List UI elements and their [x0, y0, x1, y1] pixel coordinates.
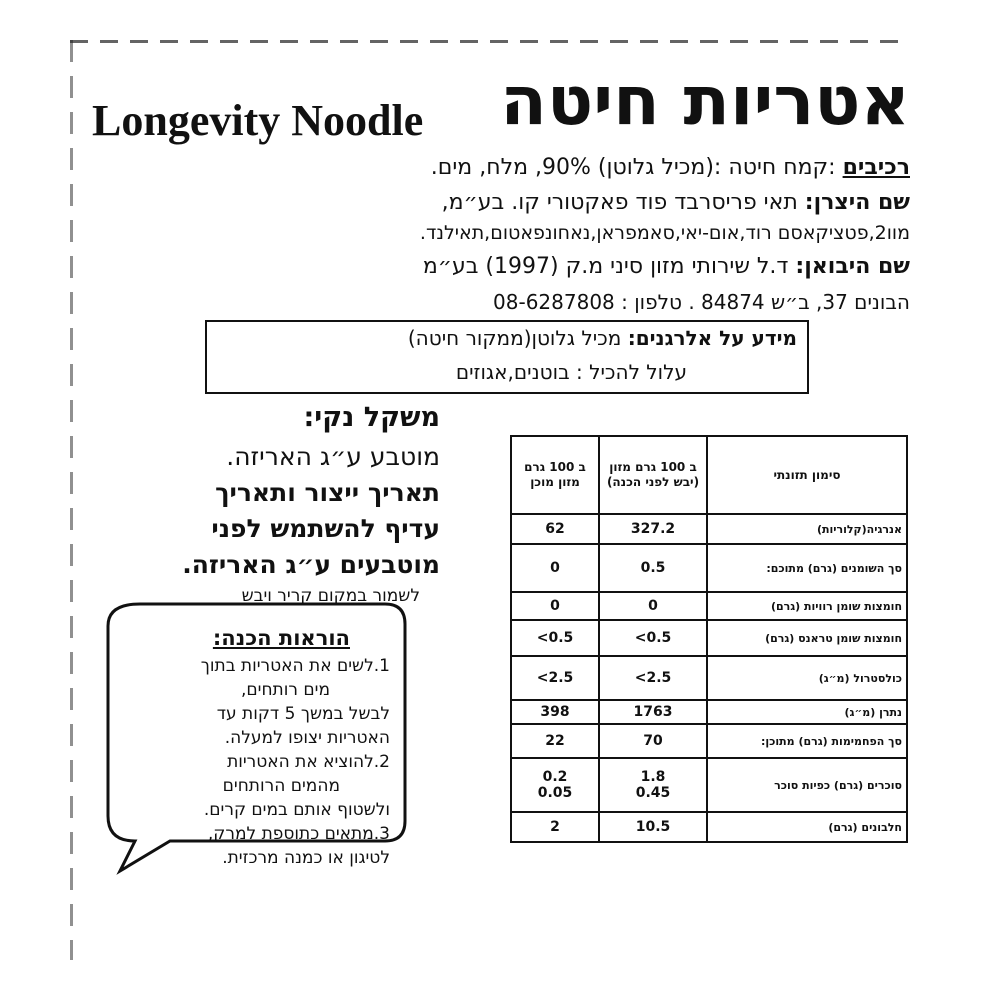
cell-cooked: 62 — [511, 514, 599, 544]
header-dry: ב 100 גרם מזון (יבש לפני הכנה) — [599, 436, 707, 514]
table-row — [511, 544, 907, 592]
allergen-box — [205, 320, 809, 394]
title-english: Longevity Noodle — [92, 96, 424, 145]
cell-cooked: <0.5 — [511, 620, 599, 656]
instruction-line: מים רותחים, — [240, 680, 330, 700]
header-label: סימון תזונתי — [707, 436, 907, 514]
ingredients-label: רכיבים — [842, 155, 910, 180]
ingredients-text: :קמח חיטה :(מכיל גלוטן) 90%, מלח, מים. — [430, 155, 836, 180]
cell-cooked: <2.5 — [511, 656, 599, 700]
scan-edge-top — [70, 40, 910, 43]
allergen-line-1 — [408, 326, 797, 350]
cell-cooked: 0 — [511, 592, 599, 620]
cell-dry: 1763 — [599, 700, 707, 724]
table-row — [511, 620, 907, 656]
cell-label: סך הפחמימות (גרם) מתוכן: — [707, 724, 907, 758]
storage-note: לשמור במקום קריר ויבש — [241, 586, 420, 606]
ingredients-line — [431, 155, 910, 180]
instruction-line: לבשל במשך 5 דקות עד — [216, 704, 390, 724]
cell-dry: 327.2 — [599, 514, 707, 544]
allergen-label: מידע על אלרגנים: — [627, 326, 797, 350]
cell-label: סוכרים (גרם) כפיות סוכר — [707, 758, 907, 812]
title-hebrew: אטריות חיטה — [500, 62, 910, 141]
cell-dry: <2.5 — [599, 656, 707, 700]
cell-cooked: 2 — [511, 812, 599, 842]
table-row — [511, 724, 907, 758]
cell-dry: 10.5 — [599, 812, 707, 842]
cell-label: נתרן (מ״ג) — [707, 700, 907, 724]
instruction-line: האטריות יצופו למעלה. — [224, 728, 390, 748]
manufacturer-text-1: תאי פריסרבד פוד פאקטורי קו. בע״מ, — [441, 190, 798, 215]
table-row — [511, 758, 907, 812]
importer-text-1: ד.ל שירותי מזון סיני מ.ק (1997) בע״מ — [422, 254, 789, 279]
table-row — [511, 812, 907, 842]
allergen-text-1: מכיל גלוטן(ממקור חיטה) — [407, 326, 622, 350]
allergen-line-2: עלול להכיל : בוטנים,אגוזים — [455, 360, 687, 384]
dates-line-1: תאריך ייצור ותאריך — [215, 478, 440, 507]
cell-dry: 0 — [599, 592, 707, 620]
instruction-line: 3.מתאים כתוספת למרק, — [207, 824, 390, 844]
cell-dry: 70 — [599, 724, 707, 758]
header-cooked: ב 100 גרם מזון מוכן — [511, 436, 599, 514]
importer-label: שם היבואן: — [795, 254, 910, 279]
manufacturer-line-2: מוו2,פטציקאסם רוד,אום-יאי,סאמפראן,נאחונפאטום,תאילנד. — [419, 222, 910, 244]
dates-line-2: עדיף להשתמש לפני — [211, 514, 440, 543]
instructions-bubble — [100, 596, 410, 876]
cell-label: חלבונים (גרם) — [707, 812, 907, 842]
cell-dry: <0.5 — [599, 620, 707, 656]
table-row — [511, 514, 907, 544]
instruction-line: 1.לשים את האטריות בתוך — [200, 656, 390, 676]
manufacturer-label: שם היצרן: — [804, 190, 910, 215]
importer-line-2: הבונים 37, ב״ש 84874 . טלפון : 08-6287808 — [493, 290, 910, 314]
instruction-line: לטיגון או כמנה מרכזית. — [222, 848, 390, 868]
cell-cooked: 0 — [511, 544, 599, 592]
cell-label: חומצות שומן טראנס (גרם) — [707, 620, 907, 656]
cell-label: חומצות שומן רוויות (גרם) — [707, 592, 907, 620]
cell-cooked: 398 — [511, 700, 599, 724]
instruction-line: מהמים הרותחים — [222, 776, 340, 796]
nutrition-table — [510, 435, 908, 843]
cell-cooked: 22 — [511, 724, 599, 758]
cell-label: סך השומנים (גרם) מתוכם: — [707, 544, 907, 592]
instruction-line: ולשטוף אותם במים קרים. — [203, 800, 390, 820]
cell-dry: 1.8 0.45 — [599, 758, 707, 812]
importer-line-1 — [423, 254, 910, 279]
manufacturer-line-1 — [442, 190, 910, 215]
dates-line-3: מוטבעים ע״ג האריזה. — [182, 550, 440, 579]
net-weight-line-1: מוטבע ע״ג האריזה. — [226, 442, 440, 471]
cell-label: כולסטרול (מ״ג) — [707, 656, 907, 700]
net-weight-label: משקל נקי: — [303, 402, 440, 433]
cell-cooked: 0.2 0.05 — [511, 758, 599, 812]
nutrition-header-row — [511, 436, 907, 514]
table-row — [511, 656, 907, 700]
table-row — [511, 592, 907, 620]
cell-label: אנרגיה(קלוריות) — [707, 514, 907, 544]
table-row — [511, 700, 907, 724]
instruction-line: 2.להוציא את האטריות — [227, 752, 390, 772]
cell-dry: 0.5 — [599, 544, 707, 592]
scan-edge-left — [70, 40, 73, 960]
instructions-title: הוראות הכנה: — [212, 626, 350, 650]
